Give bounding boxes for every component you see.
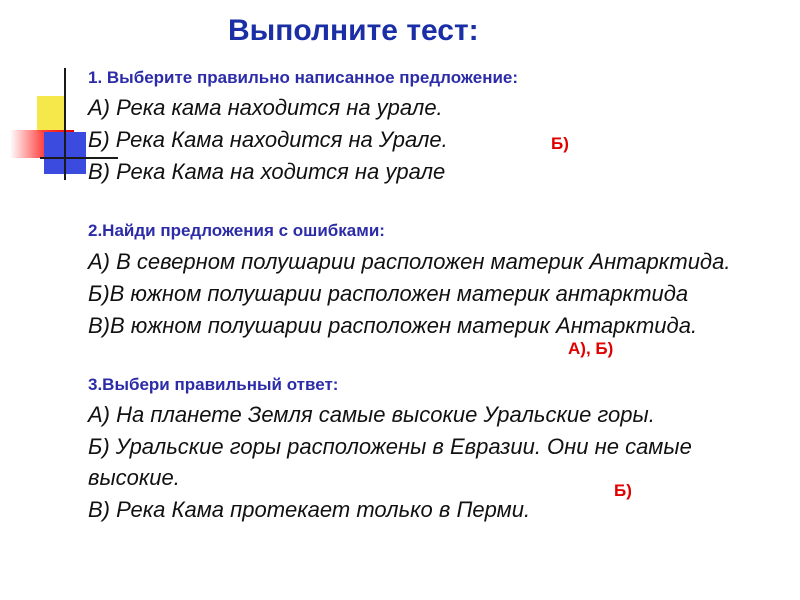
question-3-answer: Б) [614, 481, 632, 500]
question-2-option-a: А) В северном полушарии расположен материк Антарктида. [88, 249, 731, 274]
question-2-option-b: Б)В южном полушарии расположен материк антарктида [88, 281, 689, 306]
question-3-option-c: В) Река Кама протекает только в Перми. [88, 497, 531, 522]
question-2-option-c: В)В южном полушарии расположен материк Антарктида. [88, 313, 698, 338]
question-3-heading: 3.Выбери правильный ответ: [88, 375, 339, 394]
question-1-heading: 1. Выберите правильно написанное предложение: [88, 68, 519, 87]
question-2-answer: А), Б) [568, 339, 614, 358]
question-1-option-a: А) Река кама находится на урале. [88, 95, 443, 120]
question-3-option-a: А) На планете Земля самые высокие Уральские горы. [88, 402, 655, 427]
question-1-answer: Б) [551, 134, 569, 153]
question-1-option-b: Б) Река Кама находится на Урале. [88, 127, 448, 152]
question-3-option-b-continued: высокие. [88, 465, 180, 490]
question-1-option-c: В) Река Кама на ходится на урале [88, 159, 446, 184]
question-3-option-b: Б) Уральские горы расположены в Евразии. Они не самые [88, 434, 692, 459]
yellow-square-decoration [37, 96, 65, 132]
page-title: Выполните тест: [228, 14, 479, 47]
question-2-heading: 2.Найди предложения с ошибками: [88, 221, 385, 240]
vertical-line-decoration [64, 68, 66, 180]
